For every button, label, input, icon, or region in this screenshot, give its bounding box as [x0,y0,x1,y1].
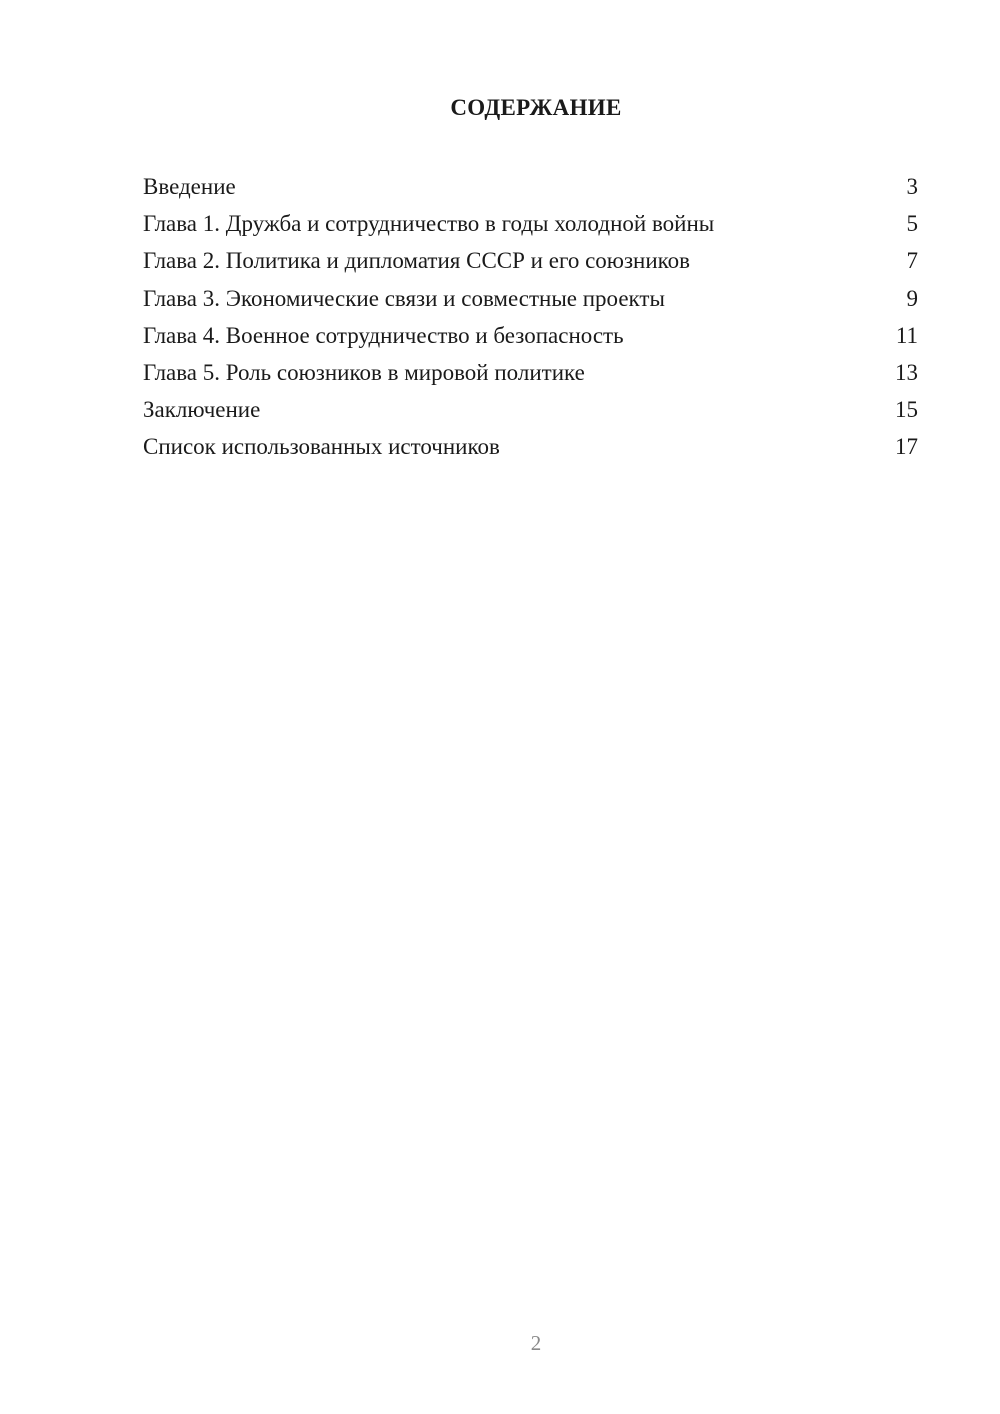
page-number: 2 [530,1331,542,1355]
toc-entry-conclusion[interactable] [143,391,918,428]
toc-entry-page: 13 [895,359,918,385]
toc-entry-title: Глава 2. Политика и дипломатия СССР и его союзников [143,248,691,274]
toc-entry-chapter-3[interactable] [143,280,918,317]
toc-entry-title: Глава 3. Экономические связи и совместные проекты [143,285,665,311]
table-of-contents [143,168,918,466]
toc-entry-title: Глава 5. Роль союзников в мировой политике [143,359,585,385]
toc-entry-title: Заключение [143,397,261,423]
toc-entry-page: 11 [895,322,918,348]
toc-entry-title: Введение [143,174,236,199]
toc-entry-introduction[interactable] [143,168,918,205]
page-title: СОДЕРЖАНИЕ [450,95,622,120]
toc-entry-chapter-1[interactable] [143,205,918,242]
toc-entry-chapter-2[interactable] [143,242,918,279]
toc-entry-page: 17 [895,434,918,460]
toc-entry-title: Глава 1. Дружба и сотрудничество в годы холодной войны [143,211,715,237]
toc-entry-chapter-5[interactable] [143,354,918,391]
toc-entry-title: Глава 4. Военное сотрудничество и безопасность [143,322,624,348]
toc-entry-page: 3 [906,174,918,199]
toc-entry-chapter-4[interactable] [143,317,918,354]
toc-entry-page: 7 [906,248,918,274]
toc-entry-page: 15 [895,397,918,423]
toc-entry-references[interactable] [143,428,918,465]
toc-entry-page: 9 [906,285,918,311]
toc-entry-page: 5 [906,211,918,237]
toc-entry-title: Список использованных источников [143,434,500,460]
